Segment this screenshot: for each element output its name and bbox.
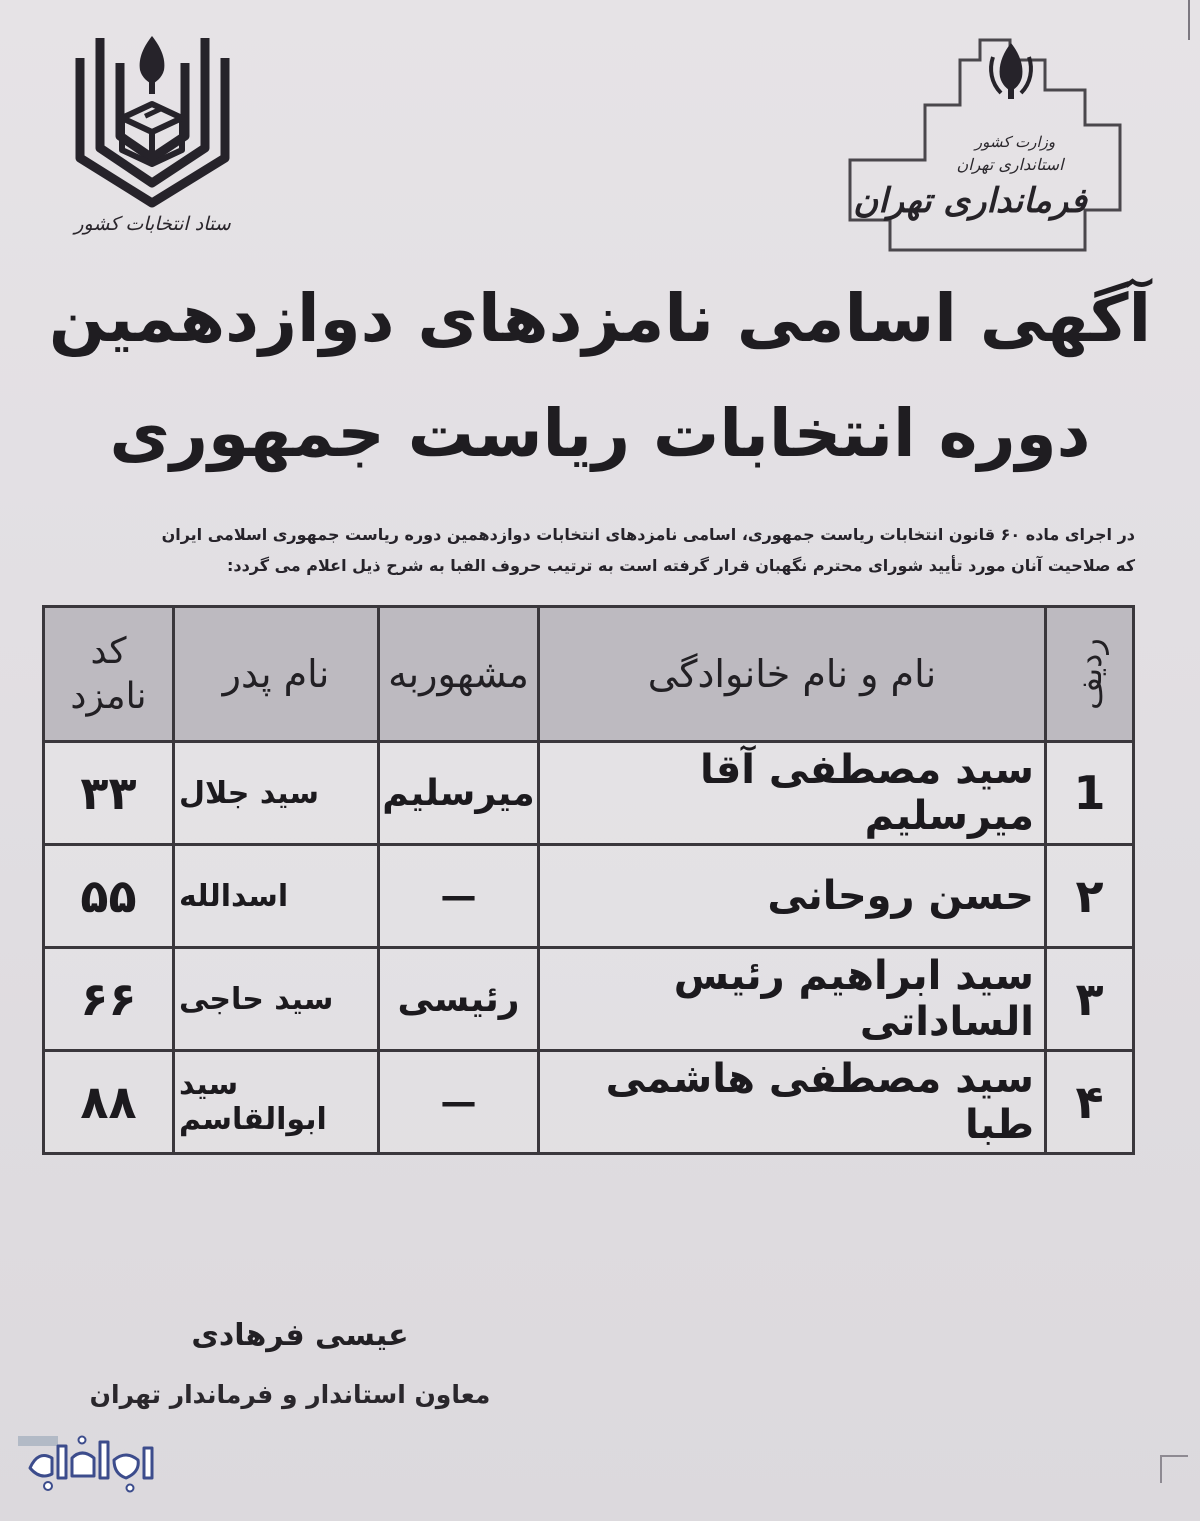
header-radif: ردیف xyxy=(1046,607,1134,742)
signatory-name: عیسی فرهادی xyxy=(191,1318,409,1353)
candidate-full-name: سید مصطفی آقا میرسلیم xyxy=(539,742,1046,845)
ministry-caption: وزارت کشور xyxy=(974,133,1056,151)
row-number: ۳ xyxy=(1046,948,1134,1051)
ballot-box-emblem-icon xyxy=(60,18,245,213)
page-corner-mark xyxy=(1160,1455,1188,1483)
page-edge-mark xyxy=(1188,0,1200,40)
khabaronline-watermark-logo xyxy=(18,1428,168,1496)
table-header-row xyxy=(44,607,1134,742)
tehran-governor-caption: فرمانداری تهران xyxy=(853,181,1087,221)
table-row xyxy=(44,742,1134,845)
candidate-known-as: رئیسی xyxy=(379,948,539,1051)
table-row xyxy=(44,1051,1134,1154)
header-known-as: مشهوربه xyxy=(379,607,539,742)
table-row xyxy=(44,845,1134,948)
candidate-known-as: میرسلیم xyxy=(379,742,539,845)
header-candidate-code: کد نامزد xyxy=(44,607,174,742)
election-hq-logo xyxy=(60,18,245,248)
candidate-full-name: حسن روحانی xyxy=(539,845,1046,948)
candidate-father-name: سید ابوالقاسم xyxy=(174,1051,379,1154)
candidate-known-as: — xyxy=(379,845,539,948)
header-father-name: نام پدر xyxy=(174,607,379,742)
governorate-caption: استانداری تهران xyxy=(956,155,1064,174)
signatory-title: معاون استاندار و فرماندار تهران xyxy=(89,1380,491,1409)
row-number: ۲ xyxy=(1046,845,1134,948)
election-hq-caption: ستاد انتخابات کشور xyxy=(74,213,231,235)
intro-text-line2: که صلاحیت آنان مورد تأیید شورای محترم نگهبان قرار گرفته است به ترتیب حروف الفبا به شرح ذیل اعلام می گردد: xyxy=(226,556,1135,575)
candidate-code: ۶۶ xyxy=(44,948,174,1051)
table-row xyxy=(44,948,1134,1051)
watermark-wordmark-icon xyxy=(18,1428,168,1496)
row-number: 1 xyxy=(1046,742,1134,845)
candidate-full-name: سید مصطفی هاشمی طبا xyxy=(539,1051,1046,1154)
notice-title-line1: آگهی اسامی نامزدهای دوازدهمین xyxy=(48,280,1152,357)
row-number: ۴ xyxy=(1046,1051,1134,1154)
candidate-father-name: اسدالله xyxy=(174,845,379,948)
candidate-code: ۵۵ xyxy=(44,845,174,948)
candidate-father-name: سید حاجی xyxy=(174,948,379,1051)
candidates-table xyxy=(42,605,1135,1155)
candidate-code: ۸۸ xyxy=(44,1051,174,1154)
candidate-known-as: — xyxy=(379,1051,539,1154)
notice-title-line2: دوره انتخابات ریاست جمهوری xyxy=(109,395,1091,472)
candidate-father-name: سید جلال xyxy=(174,742,379,845)
candidate-code: ۳۳ xyxy=(44,742,174,845)
intro-text-line1: در اجرای ماده ۶۰ قانون انتخابات ریاست جمهوری، اسامی نامزدهای انتخابات دوازدهمین دوره ریاست جمهوری اسلامی ایران xyxy=(161,525,1135,544)
tehran-governorate-logo xyxy=(830,35,1130,265)
header-full-name: نام و نام خانوادگی xyxy=(539,607,1046,742)
candidate-full-name: سید ابراهیم رئیس الساداتی xyxy=(539,948,1046,1051)
